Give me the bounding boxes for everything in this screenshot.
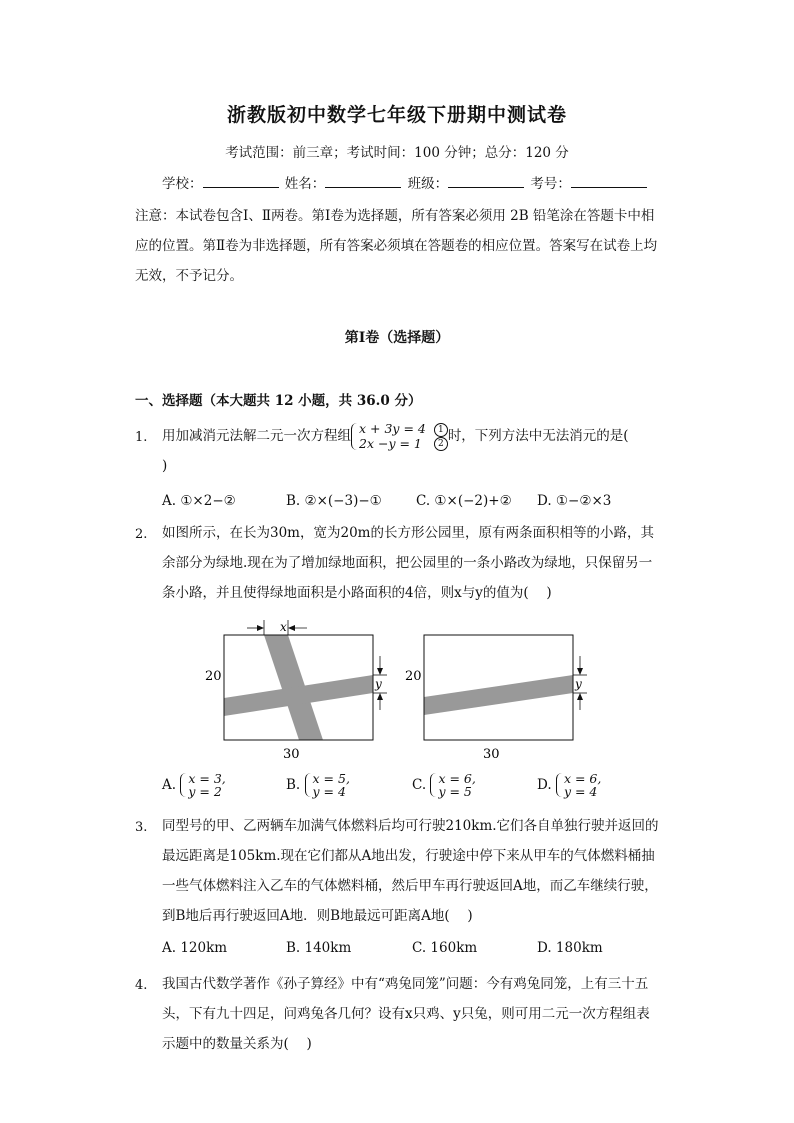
- question-1-option-b[interactable]: B. ②×(−3)−①: [286, 493, 382, 509]
- student-info-fields: [162, 172, 649, 192]
- question-2-option-c[interactable]: C. x = 6, y = 5: [412, 771, 476, 799]
- question-1-option-a[interactable]: A. ①×2−②: [162, 493, 236, 509]
- name-label: 姓名：: [284, 176, 326, 192]
- question-1: [162, 421, 662, 481]
- class-label: 班级：: [407, 176, 449, 192]
- part-title: 一、选择题（本大题共 12 小题，共 36.0 分）: [135, 393, 422, 409]
- single-path: [424, 675, 573, 715]
- question-3-option-c[interactable]: C. 160km: [412, 940, 478, 956]
- question-3-text: 同型号的甲、乙两辆车加满气体燃料后均可行驶210km.它们各自单独行驶并返回的最远距离是105km.现在它们都从A地出发，行驶途中停下来从甲车的气体燃料桶抽一些气体燃料注入乙车的气体燃料桶，然后甲车再行驶返回A地，而乙车继续行驶，到B地后再行驶返回A地．则B地最远可距离A地( ): [162, 818, 659, 924]
- question-2-option-a[interactable]: A. x = 3, y = 2: [162, 771, 226, 799]
- question-1-text-before: 用加减消元法解二元一次方程组: [162, 428, 351, 444]
- question-2-figure: [195, 618, 595, 768]
- class-blank: [448, 172, 524, 188]
- question-2-option-d[interactable]: D. x = 6, y = 4: [537, 771, 602, 799]
- question-1-close-paren: ): [162, 458, 168, 474]
- question-1-option-d[interactable]: D. ①−②×3: [537, 493, 612, 509]
- school-blank: [203, 172, 279, 188]
- question-4-number: 4.: [135, 978, 148, 993]
- question-3-option-b[interactable]: B. 140km: [286, 940, 352, 956]
- exam-number-label: 考号：: [530, 176, 571, 192]
- question-3-option-d[interactable]: D. 180km: [537, 940, 603, 956]
- question-2-text: 如图所示，在长为30m，宽为20m的长方形公园里，原有两条面积相等的小路，其余部分为绿地.现在为了增加绿地面积，把公园里的一条小路改为绿地，只保留另一条小路，并且使得绿地面积是小路面积的4倍，则x与y的值为( ): [162, 525, 654, 601]
- equation-system: [351, 422, 448, 451]
- exam-info: 考试范围：前三章；考试时间：100 分钟；总分：120 分: [225, 145, 569, 161]
- figure-right-y-label: y: [575, 677, 582, 691]
- circled-mark-1: 1: [434, 423, 448, 437]
- notice: 注意：本试卷包含Ⅰ、Ⅱ两卷。第Ⅰ卷为选择题，所有答案必须用 2B 铅笔涂在答题卡中相应的位置。第Ⅱ卷为非选择题，所有答案必须填在答题卷的相应位置。答案写在试卷上均无效，不予记分。: [135, 208, 658, 284]
- page-title: 浙教版初中数学七年级下册期中测试卷: [226, 104, 567, 126]
- question-1-option-c[interactable]: C. ①×(−2)+②: [416, 493, 512, 509]
- figure-left-y-label: y: [375, 677, 382, 691]
- section-title: 第Ⅰ卷（选择题）: [344, 330, 450, 346]
- figure-left-length-label: 30: [283, 747, 300, 762]
- equation-2: 2x −y = 1: [359, 435, 422, 451]
- equation-1: x + 3y = 4: [359, 421, 426, 436]
- figure-right-width-label: 20: [405, 669, 422, 684]
- question-3-number: 3.: [135, 820, 148, 835]
- school-label: 学校：: [162, 176, 203, 192]
- question-1-number: 1.: [135, 430, 148, 445]
- figure-x-label: x: [280, 620, 287, 634]
- figure-left: [224, 620, 387, 740]
- circled-mark-2: 2: [434, 437, 448, 451]
- question-3-option-a[interactable]: A. 120km: [162, 940, 228, 956]
- question-2-option-b[interactable]: B. x = 5, y = 4: [286, 771, 350, 799]
- question-4-text: 我国古代数学著作《孙子算经》中有“鸡兔同笼”问题：今有鸡兔同笼，上有三十五头，下有九十四足，问鸡兔各几何？设有x只鸡、y只兔，则可用二元一次方程组表示题中的数量关系为( ): [162, 976, 650, 1052]
- question-1-text-after: 时，下列方法中无法消元的是(: [447, 428, 629, 444]
- question-2-options: [162, 772, 662, 806]
- figure-right-length-label: 30: [483, 747, 500, 762]
- name-blank: [325, 172, 401, 188]
- figure-left-width-label: 20: [205, 669, 222, 684]
- exam-number-blank: [571, 172, 647, 188]
- figure-right: [424, 635, 587, 740]
- question-2-number: 2.: [135, 527, 148, 542]
